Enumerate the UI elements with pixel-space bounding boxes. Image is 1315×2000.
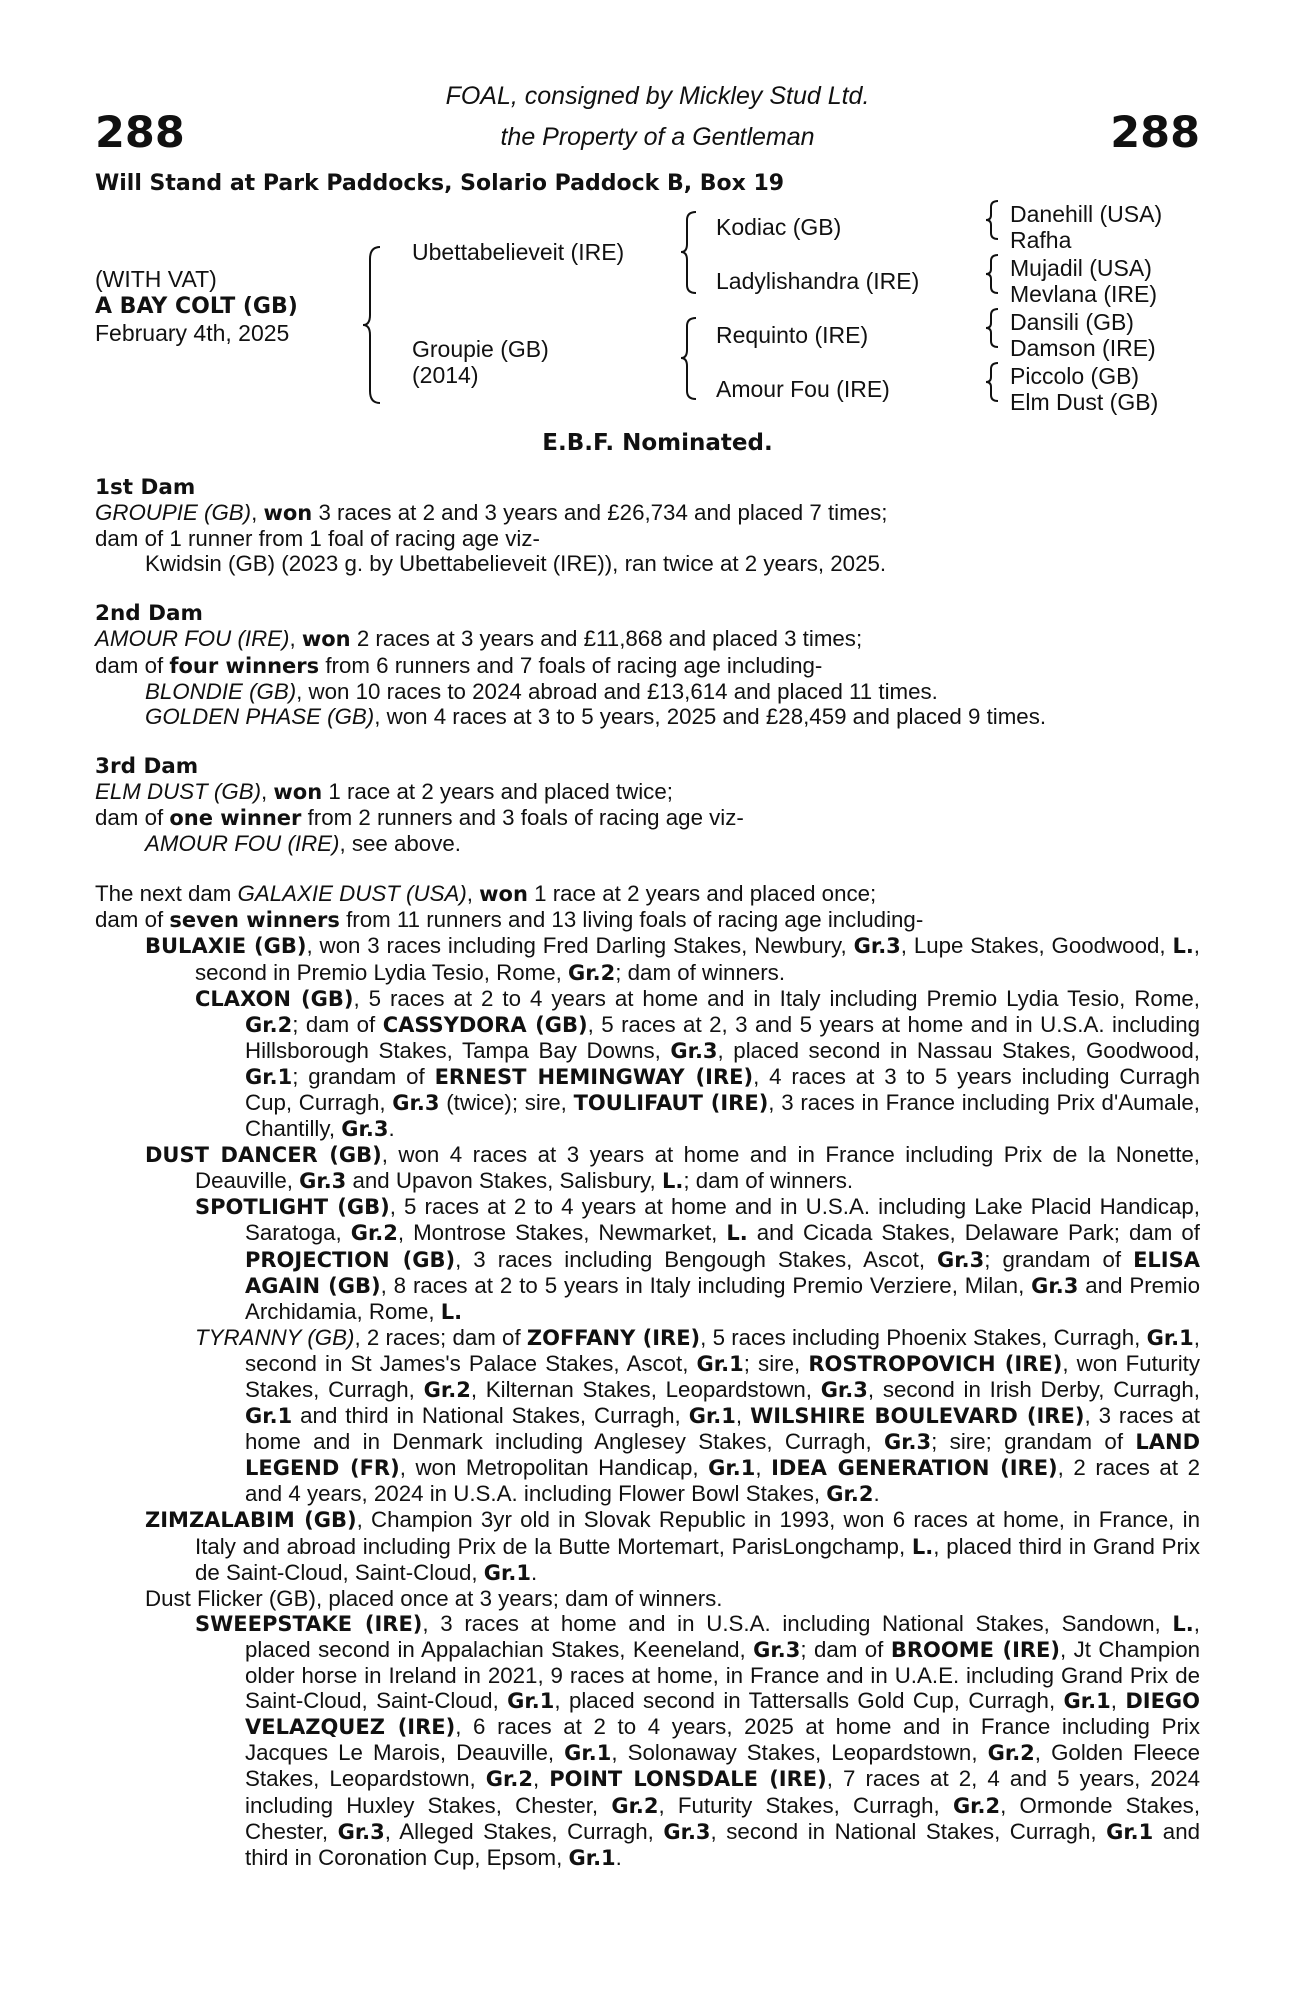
produce-zimzalabim: ZIMZALABIM (GB), Champion 3yr old in Slovak Republic in 1993, won 6 races at home, in France, in Italy and abroad including Prix de la Butte Mortemart, ParisLongchamp, L., placed third in Grand Prix de Saint-Cloud, Saint-Cloud, Gr.1. bbox=[145, 1507, 1200, 1585]
horse-name: A BAY COLT (GB) bbox=[95, 294, 298, 319]
pedigree-g3-6: Damson (IRE) bbox=[1010, 335, 1156, 361]
produce-tyranny: TYRANNY (GB), 2 races; dam of ZOFFANY (IRE), 5 races including Phoenix Stakes, Curragh, Gr.1, second in St James's Palace Stakes, Ascot, Gr.1; sire, ROSTROPOVICH (IRE), won Futurity Stakes, Curragh, Gr.2, Kilternan Stakes, Leopardstown, Gr.3, second in Irish Derby, Curragh, Gr.1 and third in National Stakes, Curragh, Gr.1, WILSHIRE BOULEVARD (IRE), 3 races at home and in Denmark including Anglesey Stakes, Curragh, Gr.3; sire; grandam of LAND LEGEND (FR), won Metropolitan Handicap, Gr.1, IDEA GENERATION (IRE), 2 races at 2 and 4 years, 2024 in U.S.A. including Flower Bowl Stakes, Gr.2. bbox=[195, 1324, 1201, 1507]
next-dam-produce: dam of seven winners from 11 runners and 13 living foals of racing age including- bbox=[95, 907, 924, 933]
produce-claxon: CLAXON (GB), 5 races at 2 to 4 years at home and in Italy including Premio Lydia Tesio, Rome, Gr.2; dam of CASSYDORA (GB), 5 races at 2, 3 and 5 years at home and in U.S.A. including Hillsborough Stakes, Tampa Bay Downs, Gr.3, placed second in Nassau Stakes, Goodwood, Gr.1; grandam of ERNEST HEMINGWAY (IRE), 4 races at 3 to 5 years including Curragh Cup, Curragh, Gr.3 (twice); sire, TOULIFAUT (IRE), 3 races in France including Prix d'Aumale, Chantilly, Gr.3. bbox=[195, 985, 1201, 1142]
pedigree-g3-7: Piccolo (GB) bbox=[1010, 363, 1140, 389]
produce-dust-flicker: Dust Flicker (GB), placed once at 3 years; dam of winners. bbox=[145, 1585, 723, 1611]
produce-bulaxie: BULAXIE (GB), won 3 races including Fred Darling Stakes, Newbury, Gr.3, Lupe Stakes, Goodwood, L., second in Premio Lydia Tesio, Rome, Gr.2; dam of winners. bbox=[145, 933, 1200, 985]
second-dam-winner-1: BLONDIE (GB), won 10 races to 2024 abroad and £13,614 and placed 11 times. bbox=[145, 678, 938, 704]
foaling-date: February 4th, 2025 bbox=[95, 320, 290, 346]
pedigree-g3-8: Elm Dust (GB) bbox=[1010, 389, 1159, 415]
produce-dust-dancer: DUST DANCER (GB), won 4 races at 3 years at home and in France including Prix de la Nonette, Deauville, Gr.3 and Upavon Stakes, Salisbury, L.; dam of winners. bbox=[145, 1142, 1200, 1194]
pedigree-sire: Ubettabelieveit (IRE) bbox=[412, 239, 625, 265]
second-dam-winner-2: GOLDEN PHASE (GB), won 4 races at 3 to 5 years, 2025 and £28,459 and placed 9 times. bbox=[145, 703, 1047, 729]
first-dam-name: GROUPIE (GB) bbox=[95, 500, 252, 526]
produce-sweepstake: SWEEPSTAKE (IRE), 3 races at home and in U.S.A. including National Stakes, Sandown, L., placed second in Appalachian Stakes, Keeneland, Gr.3; dam of BROOME (IRE), Jt Champion older horse in Ireland in 2021, 9 races at home, in France and in U.A.E. including Grand Prix de Saint-Cloud, Saint-Cloud, Gr.1, placed second in Tattersalls Gold Cup, Curragh, Gr.1, DIEGO VELAZQUEZ (IRE), 6 races at 2 to 4 years, 2025 at home and in France including Prix Jacques Le Marois, Deauville, Gr.1, Solonaway Stakes, Leopardstown, Gr.2, Golden Fleece Stakes, Leopardstown, Gr.2, POINT LONSDALE (IRE), 7 races at 2, 4 and 5 years, 2024 including Huxley Stakes, Chester, Gr.2, Futurity Stakes, Curragh, Gr.2, Ormonde Stakes, Chester, Gr.3, Alleged Stakes, Curragh, Gr.3, second in National Stakes, Curragh, Gr.1 and third in Coronation Cup, Epsom, Gr.1. bbox=[195, 1610, 1201, 1870]
third-dam-produce: dam of one winner from 2 runners and 3 foals of racing age viz- bbox=[95, 805, 744, 831]
pedigree-dam-sire: Requinto (IRE) bbox=[716, 322, 869, 348]
pedigree-brace-4 bbox=[985, 199, 1001, 241]
third-dam-record: ELM DUST (GB), won 1 race at 2 years and placed twice; bbox=[95, 778, 673, 804]
produce-spotlight: SPOTLIGHT (GB), 5 races at 2 to 4 years at home and in U.S.A. including Lake Placid Handicap, Saratoga, Gr.2, Montrose Stakes, Newmarket, L. and Cicada Stakes, Delaware Park; dam of PROJECTION (GB), 3 races including Bengough Stakes, Ascot, Gr.3; grandam of ELISA AGAIN (GB), 8 races at 2 to 5 years in Italy including Premio Verziere, Milan, Gr.3 and Premio Archidamia, Rome, L. bbox=[195, 1194, 1200, 1324]
stand-location: Will Stand at Park Paddocks, Solario Paddock B, Box 19 bbox=[95, 171, 785, 196]
pedigree-g3-2: Rafha bbox=[1010, 227, 1072, 253]
pedigree-g3-5: Dansili (GB) bbox=[1010, 309, 1134, 335]
pedigree-sire-sire: Kodiac (GB) bbox=[716, 214, 842, 240]
pedigree-dam-year: (2014) bbox=[412, 362, 479, 388]
pedigree-g3-3: Mujadil (USA) bbox=[1010, 255, 1152, 281]
second-dam-heading: 2nd Dam bbox=[95, 601, 203, 627]
lot-number-left: 288 bbox=[95, 108, 185, 158]
pedigree-brace-5 bbox=[985, 253, 1001, 295]
pedigree-brace-3 bbox=[680, 316, 700, 401]
pedigree-brace-2 bbox=[680, 210, 700, 295]
pedigree-g3-1: Danehill (USA) bbox=[1010, 201, 1163, 227]
third-dam-heading: 3rd Dam bbox=[95, 753, 199, 779]
pedigree-brace-7 bbox=[985, 361, 1001, 403]
first-dam-runner: Kwidsin (GB) (2023 g. by Ubettabelieveit (IRE)), ran twice at 2 years, 2025. bbox=[145, 551, 887, 577]
pedigree-brace-6 bbox=[985, 307, 1001, 349]
ebf-nominated: E.B.F. Nominated. bbox=[542, 430, 773, 456]
pedigree-dam: Groupie (GB) bbox=[412, 336, 549, 362]
first-dam-heading: 1st Dam bbox=[95, 475, 196, 500]
lot-number-right: 288 bbox=[1110, 108, 1200, 158]
second-dam-name: AMOUR FOU (IRE) bbox=[95, 626, 290, 652]
vendor-line: the Property of a Gentleman bbox=[500, 123, 815, 151]
first-dam-produce: dam of 1 runner from 1 foal of racing age viz- bbox=[95, 526, 540, 552]
second-dam-produce: dam of four winners from 6 runners and 7 foals of racing age including- bbox=[95, 652, 823, 678]
vat-note: (WITH VAT) bbox=[95, 266, 217, 292]
first-dam-record: GROUPIE (GB), won 3 races at 2 and 3 years and £26,734 and placed 7 times; bbox=[95, 500, 888, 526]
pedigree-g3-4: Mevlana (IRE) bbox=[1010, 281, 1157, 307]
pedigree-sire-dam: Ladylishandra (IRE) bbox=[716, 268, 920, 294]
catalogue-body bbox=[95, 475, 1200, 1871]
next-dam-record: The next dam GALAXIE DUST (USA), won 1 race at 2 years and placed once; bbox=[95, 881, 877, 907]
consignor-line: FOAL, consigned by Mickley Stud Ltd. bbox=[445, 82, 870, 110]
pedigree-brace-1 bbox=[362, 245, 384, 405]
third-dam-winner-1: AMOUR FOU (IRE), see above. bbox=[145, 831, 461, 857]
second-dam-record: AMOUR FOU (IRE), won 2 races at 3 years and £11,868 and placed 3 times; bbox=[95, 626, 863, 652]
pedigree-dam-dam: Amour Fou (IRE) bbox=[716, 376, 890, 402]
